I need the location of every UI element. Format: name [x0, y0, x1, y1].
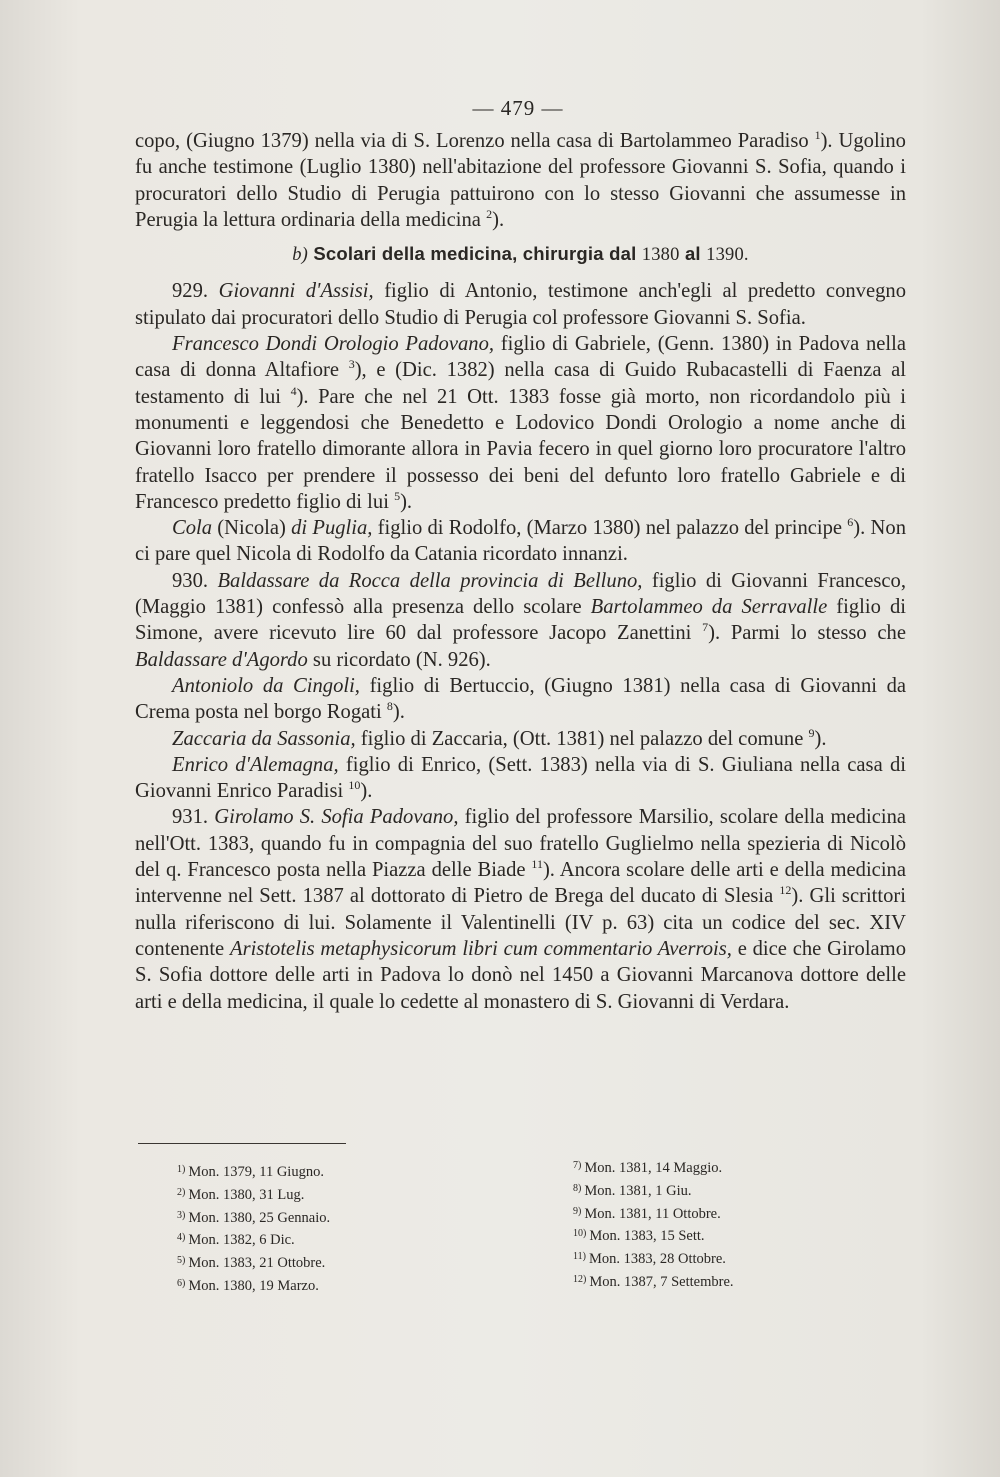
text-run: su ricordato (N. 926).	[307, 648, 491, 671]
text-run: ).	[400, 490, 413, 513]
footnote-text: Mon. 1382, 6 Dic.	[188, 1232, 295, 1249]
footnote-ref: 1	[814, 128, 821, 142]
footnote-text: Mon. 1387, 7 Settembre.	[589, 1273, 734, 1290]
footnote	[177, 1228, 330, 1251]
text-run: figlio di Gabriele, (Genn. 1380) in Padova nella casa di donna Altafiore	[135, 333, 906, 382]
person-name: di Puglia,	[291, 517, 373, 540]
footnote-number: 5)	[177, 1255, 186, 1267]
footnote-text: Mon. 1380, 19 Marzo.	[188, 1277, 319, 1294]
footnote-number: 10)	[573, 1228, 587, 1240]
paragraph-zaccaria	[135, 726, 906, 752]
text-run: figlio di Rodolfo, (Marzo 1380) nel palazzo del principe	[372, 517, 848, 540]
work-title: Aristotelis metaphysicorum libri cum commentario Averrois,	[229, 937, 732, 960]
footnote	[573, 1179, 734, 1202]
footnote-text: Mon. 1381, 11 Ottobre.	[584, 1205, 721, 1222]
footnote-ref: 10	[348, 778, 361, 793]
footnote	[573, 1224, 734, 1247]
footnote-ref: 8	[386, 699, 393, 714]
paragraph-930	[135, 568, 906, 673]
entry-number: 929.	[172, 280, 219, 303]
subheading-text: al	[684, 243, 701, 265]
text-run: figlio di Antonio, testimone anch'egli al predetto convegno stipulato dai procuratori dello Studio di Perugia col professore Giovanni S. Sofia.	[135, 280, 906, 329]
footnote	[573, 1247, 734, 1270]
footnote-text: Mon. 1381, 1 Giu.	[584, 1182, 692, 1199]
person-name: Girolamo S. Sofia Padovano,	[214, 806, 459, 829]
subheading-text: Scolari della medicina, chirurgia dal	[313, 243, 637, 265]
page-number: — 479 —	[472, 96, 564, 120]
person-name: Cola	[172, 517, 213, 540]
footnote-number: 6)	[177, 1277, 186, 1289]
footnotes-right	[573, 1156, 734, 1293]
person-name: Antoniolo da Cingoli,	[172, 674, 360, 697]
paragraph-cola	[135, 515, 906, 568]
footnote-number: 9)	[573, 1205, 582, 1217]
subheading-year: 1380	[641, 245, 680, 266]
person-name: Enrico d'Alemagna,	[172, 753, 339, 776]
subheading-letter: b)	[292, 245, 309, 266]
text-run: e dice che Girolamo S. Sofia dottore delle arti in Padova lo donò nel 1450 a Giovanni Marcanova dottore delle arti e della medicina, il quale lo cedette al monastero di S. Giovanni di Verdara.	[135, 937, 907, 1013]
text-run: ). Pare che nel 21 Ott. 1383 fosse già morto, non ricordandolo più i monumenti e leggendosi che Benedetto e Lodovico Dondi Orologio a nome anche di Giovanni loro fratello dimorante allora in Pavia fecero in quel giorno loro procuratore l'altro fratello Isacco per prendere il possesso dei beni del defunto loro fratello Gabriele e di Francesco predetto figlio di lui	[135, 385, 906, 513]
footnote-text: Mon. 1383, 21 Ottobre.	[188, 1255, 326, 1272]
text-run: ). Ancora scolare delle arti e della medicina intervenne nel Sett. 1387 al dottorato di Pietro de Brega del ducato di Slesia	[135, 859, 906, 908]
paragraph-dondi	[135, 331, 906, 515]
footnote-text: Mon. 1379, 11 Giugno.	[188, 1164, 324, 1180]
footnote-ref: 4	[290, 383, 297, 398]
footnote-text: Mon. 1383, 15 Sett.	[589, 1228, 705, 1245]
paragraph-931	[135, 804, 906, 1014]
paragraph-antoniolo	[135, 673, 906, 726]
person-name: Baldassare da Rocca della provincia di Belluno,	[217, 569, 643, 592]
text-run: figlio di Simone, avere ricevuto lire 60 dal professore Jacopo Zanettini	[135, 596, 906, 645]
text-run: ). Ugolino fu anche testimone (Luglio 1380) nell'abitazione del professore Giovanni S. Sofia, quando i procuratori dello Studio di Perugia pattuirono con lo stesso Giovanni che assumesse in Perugia la lettura ordinaria della medicina	[135, 130, 906, 231]
footnotes-left	[177, 1160, 330, 1297]
text-run: (Nicola)	[212, 517, 292, 540]
footnote	[573, 1156, 734, 1179]
footnote-number: 12)	[573, 1273, 587, 1285]
footnote-number: 8)	[573, 1182, 582, 1194]
footnote-number: 1)	[177, 1164, 186, 1175]
text-run: figlio del professore Marsilio, scolare della medicina nell'Ott. 1383, quando fu in compagnia del suo fratello Guglielmo nella spezieria di Nicolò del q. Francesco posta nella Piazza delle Biade	[135, 806, 907, 882]
text-run: figlio di Giovanni Francesco, (Maggio 1381) confessò alla presenza dello scolare	[135, 569, 906, 619]
footnote-text: Mon. 1380, 25 Gennaio.	[188, 1209, 331, 1226]
footnote	[573, 1202, 734, 1225]
footnote-number: 11)	[573, 1251, 586, 1263]
paragraph-continuation	[135, 128, 906, 233]
footnote-ref: 11	[531, 857, 543, 872]
footnote-number: 7)	[573, 1160, 582, 1171]
person-name: Baldassare d'Agordo	[135, 648, 308, 671]
text-run: ), e (Dic. 1382) nella casa di Guido Rubacastelli di Faenza al testamento di lui	[135, 359, 906, 408]
paragraph-enrico	[135, 752, 906, 805]
text-run: ).	[814, 727, 827, 750]
footnote-ref: 12	[779, 883, 792, 898]
footnote-ref: 5	[394, 488, 401, 503]
entry-number: 930.	[172, 569, 218, 592]
person-name: Zaccaria da Sassonia,	[172, 727, 356, 750]
section-subheading	[135, 241, 906, 268]
footnote	[177, 1183, 330, 1206]
footnote-separator	[138, 1143, 346, 1144]
text-run: ).	[360, 780, 373, 803]
main-text	[135, 128, 906, 1015]
text-run: ). Non ci pare quel Nicola di Rodolfo da Catania ricordato innanzi.	[135, 517, 906, 566]
footnote	[177, 1251, 330, 1274]
footnote-ref: 9	[808, 725, 815, 740]
text-run: ). Parmi lo stesso che	[708, 622, 906, 645]
footnote-text: Mon. 1383, 28 Ottobre.	[588, 1251, 726, 1268]
footnote-number: 3)	[177, 1209, 186, 1221]
subheading-year: 1390.	[706, 245, 749, 266]
footnote-ref: 7	[702, 620, 709, 635]
footnote	[573, 1270, 734, 1293]
person-name: Giovanni d'Assisi,	[218, 280, 374, 303]
footnote-text: Mon. 1380, 31 Lug.	[188, 1186, 305, 1203]
footnote	[177, 1274, 330, 1297]
footnote-ref: 6	[847, 515, 854, 530]
paragraph-929	[135, 278, 906, 331]
text-run: figlio di Zaccaria, (Ott. 1381) nel palazzo del comune	[355, 727, 809, 750]
footnote-ref: 2	[486, 206, 493, 221]
person-name: Bartolammeo da Serravalle	[590, 596, 828, 619]
footnote-number: 2)	[177, 1186, 186, 1198]
entry-number: 931.	[172, 806, 215, 829]
text-run: figlio di Enrico, (Sett. 1383) nella via di S. Giuliana nella casa di Giovanni Enrico Paradisi	[135, 753, 906, 803]
footnote	[177, 1206, 330, 1229]
footnote	[177, 1160, 330, 1183]
footnote-ref: 3	[348, 357, 355, 372]
text-run: copo, (Giugno 1379) nella via di S. Lorenzo nella casa di Bartolammeo Paradiso	[135, 130, 815, 152]
footnote-number: 4)	[177, 1232, 186, 1244]
text-run: ).	[492, 208, 505, 231]
text-run: ).	[392, 701, 405, 724]
text-run: ). Gli scrittori nulla riferiscono di lui. Solamente il Valentinelli (IV p. 63) cita un codice del sec. XIV contenente	[135, 885, 906, 960]
person-name: Francesco Dondi Orologio Padovano,	[172, 333, 495, 356]
footnote-text: Mon. 1381, 14 Maggio.	[584, 1160, 723, 1176]
text-run: figlio di Bertuccio, (Giugno 1381) nella casa di Giovanni da Crema posta nel borgo Rogati	[135, 674, 907, 724]
